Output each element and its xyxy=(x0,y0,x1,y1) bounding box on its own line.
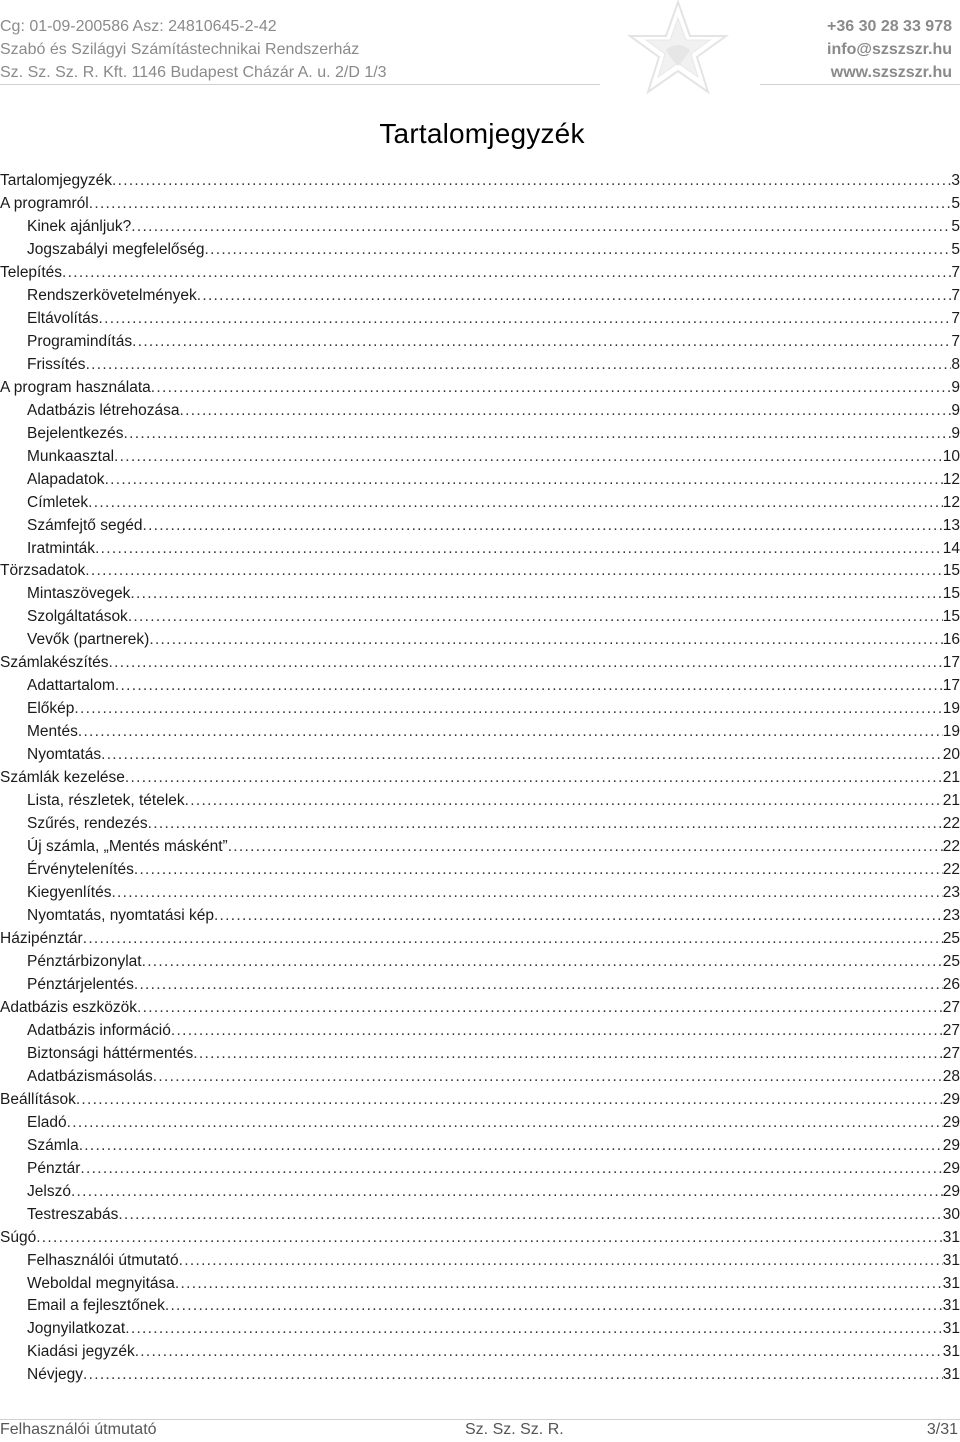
toc-dot-leader xyxy=(165,1295,943,1318)
toc-dot-leader xyxy=(125,1318,943,1341)
toc-entry-title: Pénztár xyxy=(27,1159,81,1177)
toc-entry-title: Vevők (partnerek) xyxy=(27,631,150,649)
toc-entry[interactable] xyxy=(0,285,960,308)
toc-entry[interactable] xyxy=(0,1250,960,1273)
toc-entry-title: A program használata xyxy=(0,378,151,396)
toc-dot-leader xyxy=(151,377,952,400)
toc-entry-page: 31 xyxy=(942,1274,960,1292)
toc-dot-leader xyxy=(228,836,943,859)
toc-entry[interactable] xyxy=(0,331,960,354)
toc-entry[interactable] xyxy=(0,974,960,997)
toc-entry-title: Pénztárjelentés xyxy=(27,975,134,993)
table-of-contents xyxy=(0,170,960,1387)
toc-entry[interactable] xyxy=(0,1318,960,1341)
toc-entry-title: Eladó xyxy=(27,1113,67,1131)
toc-entry[interactable] xyxy=(0,859,960,882)
toc-entry-page: 29 xyxy=(942,1159,960,1177)
toc-entry-page: 17 xyxy=(942,654,960,672)
toc-dot-leader xyxy=(112,170,951,193)
header-contact-info xyxy=(827,15,952,84)
toc-dot-leader xyxy=(95,538,943,561)
toc-dot-leader xyxy=(175,1273,943,1296)
header-phone: +36 30 28 33 978 xyxy=(826,18,952,35)
toc-entry[interactable] xyxy=(0,538,960,561)
toc-entry[interactable] xyxy=(0,1181,960,1204)
toc-entry[interactable] xyxy=(0,675,960,698)
toc-entry-page: 31 xyxy=(942,1320,960,1338)
toc-dot-leader xyxy=(79,1135,943,1158)
toc-entry-page: 25 xyxy=(942,929,960,947)
toc-entry-title: Nyomtatás, nyomtatási kép xyxy=(27,907,214,924)
header-divider-right xyxy=(760,84,960,85)
toc-entry[interactable] xyxy=(0,951,960,974)
toc-entry[interactable] xyxy=(0,1273,960,1296)
toc-dot-leader xyxy=(99,308,952,331)
toc-entry-page: 27 xyxy=(942,998,960,1016)
toc-entry-title: Névjegy xyxy=(27,1366,83,1384)
toc-entry-title: A programról xyxy=(0,194,89,212)
toc-entry-title: Mentés xyxy=(27,723,78,741)
toc-entry-title: Előkép xyxy=(27,700,75,718)
toc-dot-leader xyxy=(142,515,942,538)
toc-entry-title: Számlakészítés xyxy=(0,654,109,672)
toc-entry[interactable] xyxy=(0,882,960,905)
toc-entry[interactable] xyxy=(0,652,960,675)
toc-dot-leader xyxy=(137,997,943,1020)
toc-dot-leader xyxy=(71,1181,943,1204)
toc-entry-title: Adatbázismásolás xyxy=(27,1067,153,1085)
toc-dot-leader xyxy=(214,905,943,928)
toc-entry-page: 15 xyxy=(942,562,960,580)
toc-dot-leader xyxy=(109,652,943,675)
toc-entry[interactable] xyxy=(0,1066,960,1089)
toc-entry-title: Iratminták xyxy=(27,539,96,557)
toc-dot-leader xyxy=(142,951,943,974)
toc-entry-page: 29 xyxy=(942,1182,960,1200)
toc-dot-leader xyxy=(105,469,943,492)
toc-entry-title: Kiegyenlítés xyxy=(27,884,112,902)
toc-entry[interactable] xyxy=(0,997,960,1020)
toc-entry-page: 29 xyxy=(942,1113,960,1131)
toc-dot-leader xyxy=(67,1112,943,1135)
toc-entry-page: 10 xyxy=(942,447,960,465)
toc-entry-page: 30 xyxy=(942,1205,960,1223)
toc-entry[interactable] xyxy=(0,721,960,744)
toc-dot-leader xyxy=(134,974,943,997)
toc-entry[interactable] xyxy=(0,170,960,193)
header-line-registration: Cg: 01-09-200586 Asz: 24810645-2-42 xyxy=(0,18,277,35)
toc-entry-page: 15 xyxy=(942,608,960,626)
toc-dot-leader xyxy=(80,1158,942,1181)
page-header xyxy=(0,0,960,84)
toc-entry-page: 23 xyxy=(942,884,960,902)
toc-entry-title: Adatbázis létrehozása xyxy=(27,401,180,419)
toc-entry-title: Alapadatok xyxy=(27,470,105,488)
toc-entry-title: Címletek xyxy=(27,493,89,511)
toc-entry-title: Programindítás xyxy=(27,332,133,350)
toc-entry[interactable] xyxy=(0,1227,960,1250)
toc-entry[interactable] xyxy=(0,1043,960,1066)
toc-dot-leader xyxy=(132,331,951,354)
toc-entry[interactable] xyxy=(0,1295,960,1318)
toc-dot-leader xyxy=(193,1043,942,1066)
toc-dot-leader xyxy=(205,239,952,262)
toc-dot-leader xyxy=(179,1250,943,1273)
toc-entry[interactable] xyxy=(0,583,960,606)
toc-dot-leader xyxy=(149,629,942,652)
toc-dot-leader xyxy=(125,767,943,790)
header-line-company-name: Szabó és Szilágyi Számítástechnikai Rendszerház xyxy=(0,41,360,58)
toc-entry[interactable] xyxy=(0,1135,960,1158)
toc-entry-page: 29 xyxy=(942,1136,960,1154)
toc-entry[interactable] xyxy=(0,469,960,492)
toc-entry-page: 31 xyxy=(942,1343,960,1361)
header-divider xyxy=(0,84,600,85)
toc-entry-title: Frissítés xyxy=(27,355,86,373)
toc-entry-page: 5 xyxy=(951,240,960,258)
toc-dot-leader xyxy=(130,583,942,606)
toc-dot-leader xyxy=(78,721,943,744)
toc-entry-page: 14 xyxy=(942,539,960,557)
toc-entry-page: 31 xyxy=(942,1297,960,1315)
toc-entry-page: 28 xyxy=(942,1067,960,1085)
toc-dot-leader xyxy=(101,744,943,767)
toc-entry-page: 19 xyxy=(942,723,960,741)
toc-dot-leader xyxy=(135,1341,943,1364)
toc-entry[interactable] xyxy=(0,767,960,790)
toc-entry[interactable] xyxy=(0,790,960,813)
toc-entry[interactable] xyxy=(0,744,960,767)
toc-dot-leader xyxy=(180,400,952,423)
toc-entry[interactable] xyxy=(0,560,960,583)
toc-dot-leader xyxy=(111,882,942,905)
toc-entry-page: 31 xyxy=(942,1366,960,1384)
toc-dot-leader xyxy=(76,1089,943,1112)
toc-entry[interactable] xyxy=(0,836,960,859)
toc-entry[interactable] xyxy=(0,1204,960,1227)
toc-entry-title: Nyomtatás xyxy=(27,746,102,764)
toc-entry[interactable] xyxy=(0,423,960,446)
toc-entry-title: Adatbázis eszközök xyxy=(0,998,137,1016)
toc-dot-leader xyxy=(89,193,952,216)
toc-entry[interactable] xyxy=(0,193,960,216)
toc-entry-title: Számla xyxy=(27,1136,79,1154)
toc-entry-title: Jelszó xyxy=(27,1182,71,1200)
toc-entry-page: 8 xyxy=(951,355,960,373)
toc-dot-leader xyxy=(86,354,952,377)
header-website: www.szszszr.hu xyxy=(830,64,952,81)
toc-entry-page: 5 xyxy=(951,217,960,235)
toc-dot-leader xyxy=(148,813,943,836)
toc-entry-title: Rendszerkövetelmények xyxy=(27,286,197,304)
toc-dot-leader xyxy=(153,1066,943,1089)
footer-divider xyxy=(0,1419,960,1420)
toc-entry-title: Weboldal megnyitása xyxy=(27,1274,175,1292)
page-title: Tartalomjegyzék xyxy=(379,118,585,149)
toc-entry-title: Eltávolítás xyxy=(27,309,99,327)
toc-entry-title: Beállítások xyxy=(0,1090,76,1108)
toc-entry[interactable] xyxy=(0,1341,960,1364)
toc-entry-title: Mintaszövegek xyxy=(27,585,131,603)
toc-entry-page: 25 xyxy=(942,952,960,970)
toc-entry-page: 20 xyxy=(942,746,960,764)
toc-dot-leader xyxy=(115,675,943,698)
toc-entry-page: 22 xyxy=(942,838,960,856)
toc-entry-page: 27 xyxy=(942,1044,960,1062)
toc-entry-title: Érvénytelenítés xyxy=(27,861,134,879)
toc-dot-leader xyxy=(185,790,943,813)
toc-entry[interactable] xyxy=(0,1089,960,1112)
toc-entry-page: 9 xyxy=(951,401,960,419)
toc-entry[interactable] xyxy=(0,515,960,538)
header-email: info@szszszr.hu xyxy=(827,41,952,58)
toc-entry[interactable] xyxy=(0,400,960,423)
toc-entry-page: 17 xyxy=(942,677,960,695)
toc-entry-page: 27 xyxy=(942,1021,960,1039)
toc-dot-leader xyxy=(114,446,943,469)
toc-dot-leader xyxy=(62,262,951,285)
toc-dot-leader xyxy=(74,698,942,721)
toc-entry-page: 15 xyxy=(942,585,960,603)
toc-dot-leader xyxy=(85,560,942,583)
toc-entry-title: Házipénztár xyxy=(0,929,83,947)
toc-entry[interactable] xyxy=(0,377,960,400)
toc-entry-title: Kinek ajánljuk? xyxy=(27,217,132,235)
toc-entry-title: Lista, részletek, tételek xyxy=(27,792,185,810)
toc-entry[interactable] xyxy=(0,1112,960,1135)
toc-entry-title: Szolgáltatások xyxy=(27,608,128,626)
toc-entry[interactable] xyxy=(0,698,960,721)
footer-page-number: 3/31 xyxy=(926,1421,958,1438)
toc-entry-page: 9 xyxy=(951,424,960,442)
toc-dot-leader xyxy=(83,1364,943,1387)
toc-dot-leader xyxy=(36,1227,943,1250)
toc-entry[interactable] xyxy=(0,492,960,515)
toc-entry-title: Adattartalom xyxy=(27,677,115,695)
toc-dot-leader xyxy=(128,606,943,629)
toc-entry-title: Email a fejlesztőnek xyxy=(27,1297,165,1315)
header-company-info xyxy=(0,15,387,84)
toc-entry-page: 31 xyxy=(942,1251,960,1269)
toc-entry-page: 13 xyxy=(942,516,960,534)
toc-entry[interactable] xyxy=(0,262,960,285)
toc-entry-page: 12 xyxy=(942,470,960,488)
toc-entry-title: Számfejtő segéd xyxy=(27,516,143,534)
toc-entry[interactable] xyxy=(0,629,960,652)
toc-entry[interactable] xyxy=(0,239,960,262)
toc-entry-title: Jogszabályi megfelelőség xyxy=(27,240,205,258)
toc-dot-leader xyxy=(197,285,952,308)
toc-entry[interactable] xyxy=(0,905,960,928)
toc-entry-page: 7 xyxy=(951,263,960,281)
toc-dot-leader xyxy=(134,859,943,882)
toc-entry[interactable] xyxy=(0,308,960,331)
toc-dot-leader xyxy=(131,216,951,239)
header-line-address: Sz. Sz. Sz. R. Kft. 1146 Budapest Cházár A. u. 2/D 1/3 xyxy=(0,64,387,81)
toc-entry-title: Munkaasztal xyxy=(27,447,115,465)
toc-entry[interactable] xyxy=(0,446,960,469)
toc-entry-page: 7 xyxy=(951,286,960,304)
toc-entry[interactable] xyxy=(0,216,960,239)
toc-entry-page: 7 xyxy=(951,309,960,327)
toc-entry-page: 26 xyxy=(942,975,960,993)
toc-entry[interactable] xyxy=(0,606,960,629)
toc-entry-title: Bejelentkezés xyxy=(27,424,124,442)
toc-entry-title: Törzsadatok xyxy=(0,562,86,580)
toc-entry-title: Tartalomjegyzék xyxy=(0,172,112,189)
toc-entry-page: 21 xyxy=(942,769,960,787)
toc-entry[interactable] xyxy=(0,1158,960,1181)
toc-dot-leader xyxy=(88,492,943,515)
toc-entry-page: 29 xyxy=(942,1090,960,1108)
toc-entry-title: Súgó xyxy=(0,1228,37,1246)
toc-entry-title: Szűrés, rendezés xyxy=(27,815,148,833)
toc-entry-page: 22 xyxy=(942,861,960,879)
toc-dot-leader xyxy=(171,1020,943,1043)
toc-entry-page: 19 xyxy=(942,700,960,718)
toc-entry-page: 31 xyxy=(942,1228,960,1246)
toc-entry-title: Jognyilatkozat xyxy=(27,1320,126,1338)
toc-entry-title: Kiadási jegyzék xyxy=(27,1343,135,1361)
toc-entry-page: 7 xyxy=(951,332,960,350)
toc-entry-title: Pénztárbizonylat xyxy=(27,952,142,970)
footer-company-short: Sz. Sz. Sz. R. xyxy=(465,1421,564,1438)
toc-dot-leader xyxy=(118,1204,942,1227)
toc-entry-page: 12 xyxy=(942,493,960,511)
toc-entry[interactable] xyxy=(0,1364,960,1387)
toc-entry-page: 21 xyxy=(942,792,960,810)
toc-entry-title: Felhasználói útmutató xyxy=(27,1251,179,1269)
toc-dot-leader xyxy=(83,928,943,951)
toc-entry-page: 23 xyxy=(942,907,960,924)
toc-entry[interactable] xyxy=(0,354,960,377)
toc-entry-title: Telepítés xyxy=(0,263,63,281)
toc-entry-page: 9 xyxy=(951,378,960,396)
toc-entry-title: Testreszabás xyxy=(27,1205,119,1223)
toc-entry[interactable] xyxy=(0,813,960,836)
toc-entry-page: 22 xyxy=(942,815,960,833)
toc-entry-page: 3 xyxy=(951,172,960,189)
toc-entry[interactable] xyxy=(0,928,960,951)
toc-dot-leader xyxy=(124,423,952,446)
toc-entry-title: Számlák kezelése xyxy=(0,769,125,787)
footer-document-title: Felhasználói útmutató xyxy=(0,1421,157,1438)
toc-entry-title: Új számla, „Mentés másként” xyxy=(27,838,228,856)
toc-entry-page: 16 xyxy=(942,631,960,649)
toc-entry-title: Adatbázis információ xyxy=(27,1021,171,1039)
star-logo-icon xyxy=(622,0,734,100)
toc-entry[interactable] xyxy=(0,1020,960,1043)
toc-entry-title: Biztonsági háttérmentés xyxy=(27,1044,194,1062)
toc-entry-page: 5 xyxy=(951,194,960,212)
